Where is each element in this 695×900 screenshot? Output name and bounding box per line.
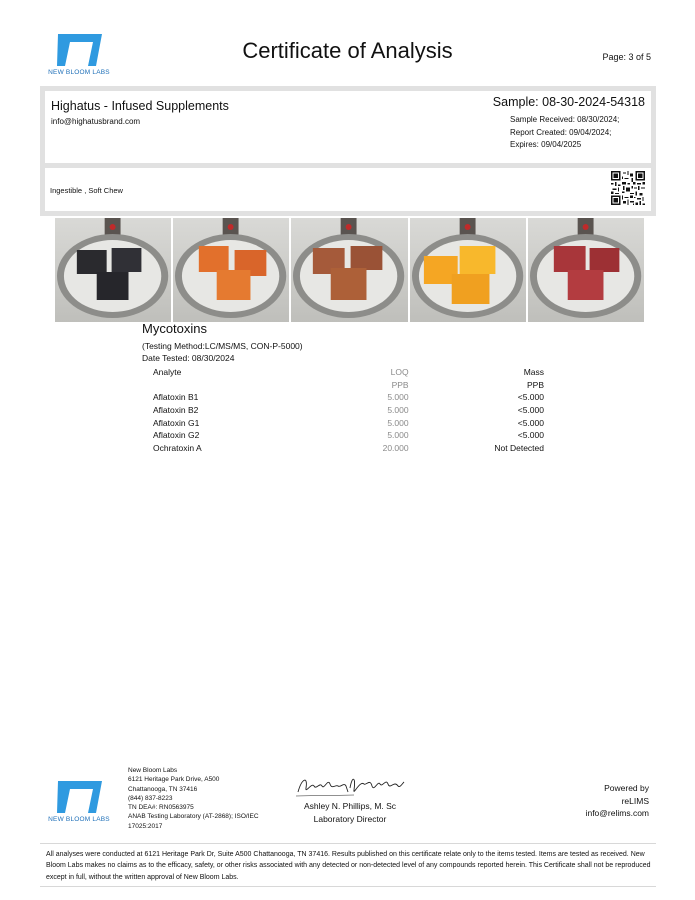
page-number: Page: 3 of 5 bbox=[602, 52, 651, 62]
address-line: 6121 Heritage Park Drive, A500 bbox=[128, 776, 220, 784]
signer-name: Ashley N. Phillips, M. Sc bbox=[303, 801, 397, 811]
mass-value: <5.000 bbox=[517, 417, 544, 428]
product-photo bbox=[55, 218, 171, 322]
product-photo bbox=[173, 218, 289, 322]
table-units-row bbox=[148, 379, 548, 392]
table-header-row bbox=[148, 366, 548, 379]
page-title: Certificate of Analysis bbox=[242, 38, 453, 63]
red-gummies-image bbox=[528, 218, 644, 322]
sample-received: Sample Received: 08/30/2024; bbox=[510, 115, 620, 124]
date-tested: Date Tested: 08/30/2024 bbox=[142, 353, 235, 363]
loq-value: 5.000 bbox=[387, 417, 409, 428]
product-photo bbox=[410, 218, 526, 322]
mass-value: <5.000 bbox=[517, 392, 544, 403]
signer-title: Laboratory Director bbox=[313, 813, 387, 824]
logo-text: NEW BLOOM LABS bbox=[48, 816, 110, 823]
unit-loq: PPB bbox=[391, 379, 409, 390]
product-type-panel bbox=[40, 168, 656, 216]
loq-value: 5.000 bbox=[387, 405, 409, 416]
mass-value: Not Detected bbox=[494, 443, 544, 454]
address-line: ANAB Testing Laboratory (AT-2868); ISO/IEC bbox=[128, 813, 259, 821]
powered-by-block bbox=[586, 782, 649, 820]
expires-date: Expires: 09/04/2025 bbox=[510, 140, 582, 149]
client-email: info@highatusbrand.com bbox=[51, 117, 141, 126]
client-info-panel bbox=[40, 86, 656, 168]
product-photo bbox=[291, 218, 407, 322]
table-row bbox=[148, 391, 548, 404]
sample-id: Sample: 08-30-2024-54318 bbox=[492, 95, 645, 109]
address-line: New Bloom Labs bbox=[128, 767, 178, 774]
analyte-name: Aflatoxin G2 bbox=[153, 430, 200, 441]
address-line: Chattanooga, TN 37416 bbox=[128, 785, 198, 793]
mass-value: <5.000 bbox=[517, 430, 544, 441]
section-title: Mycotoxins bbox=[142, 321, 208, 336]
testing-method: (Testing Method:LC/MS/MS, CON-P-5000) bbox=[142, 341, 303, 351]
col-analyte: Analyte bbox=[153, 367, 182, 378]
sample-dates bbox=[510, 114, 619, 152]
powered-by-email[interactable]: info@relims.com bbox=[585, 808, 649, 818]
black-gummies-image bbox=[55, 218, 171, 322]
product-type: Ingestible , Soft Chew bbox=[50, 186, 123, 195]
footer-logo bbox=[44, 781, 114, 823]
col-loq: LOQ bbox=[390, 367, 409, 378]
product-photo bbox=[528, 218, 644, 322]
logo-mark-icon bbox=[56, 781, 102, 813]
yellow-gummies-image bbox=[410, 218, 526, 322]
client-name: Highatus - Infused Supplements bbox=[51, 99, 229, 113]
analyte-name: Aflatoxin G1 bbox=[153, 417, 200, 428]
address-line: (844) 837-8223 bbox=[128, 794, 173, 802]
orange-gummies-image bbox=[173, 218, 289, 322]
qr-code-icon[interactable] bbox=[611, 171, 645, 205]
analyte-name: Ochratoxin A bbox=[153, 443, 202, 454]
mass-value: <5.000 bbox=[517, 405, 544, 416]
lab-address bbox=[128, 766, 259, 831]
results-table bbox=[148, 366, 548, 454]
footer-divider-top bbox=[40, 843, 656, 844]
loq-value: 5.000 bbox=[387, 392, 409, 403]
loq-value: 20.000 bbox=[382, 443, 409, 454]
table-row bbox=[148, 416, 548, 429]
address-line: TN DEA#: RN0563975 bbox=[128, 804, 194, 812]
brown-gummies-image bbox=[291, 218, 407, 322]
table-row bbox=[148, 404, 548, 417]
signature-image bbox=[294, 772, 406, 800]
footer-divider-bottom bbox=[40, 886, 656, 887]
product-photos bbox=[55, 218, 644, 322]
loq-value: 5.000 bbox=[387, 430, 409, 441]
disclaimer-text: All analyses were conducted at 6121 Heritage Park Dr, Suite A500 Chattanooga, TN 37416. Results published on this certificate relate only to the items tested. Items are tested as received. New Bloom Labs makes no claims as to the efficacy, safety, or other risks associated with any detected or non-detected level of any compounds reported herein. This Certificate shall not be reproduced except in full, without the written approval of New Bloom Labs. bbox=[46, 851, 651, 881]
address-line: 17025:2017 bbox=[128, 822, 163, 830]
table-row bbox=[148, 442, 548, 455]
analyte-name: Aflatoxin B2 bbox=[153, 405, 199, 416]
analyte-name: Aflatoxin B1 bbox=[153, 392, 199, 403]
unit-mass: PPB bbox=[526, 379, 544, 390]
report-created: Report Created: 09/04/2024; bbox=[510, 127, 612, 137]
powered-by-name: reLIMS bbox=[621, 795, 649, 806]
signer-block bbox=[280, 800, 420, 825]
logo-text: NEW BLOOM LABS bbox=[48, 69, 110, 76]
col-mass: Mass bbox=[523, 367, 544, 378]
powered-by-label: Powered by bbox=[604, 783, 649, 793]
table-row bbox=[148, 429, 548, 442]
